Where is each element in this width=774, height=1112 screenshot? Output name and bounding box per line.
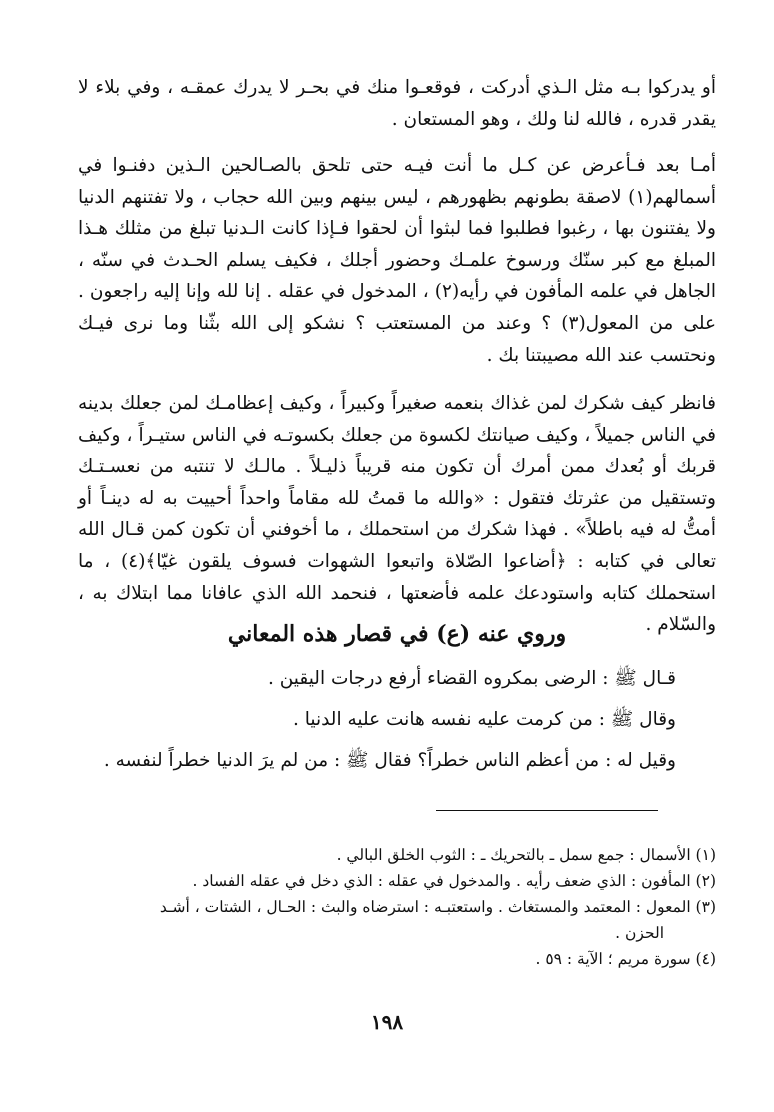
paragraph-3-text: فانظر كيف شكرك لمن غذاك بنعمه صغيراً وكبيراً ، وكيف إعظامـك لمن جعلك بدينه في الناس جميلاً ، وكيف صيانتك لكسوة من جعلك بكسوتـه في الناس ستيـراً ، وكيف قربك أو بُعدك ممن أمرك أن تكون منه قريباً ذليـلاً . مالـك لا تنتبه من نعسـتـك وتستقيل من عثرتك فتقول : «والله ما قمتُ لله مقاماً واحداً أحييت به له دينـاً أو أمتُّ له فيه باطلاً» . فهذا شكرك من استحملك ، ما أخوفني أن تكون كمن قـال الله تعالى في كتابه : ﴿أضاعوا الصّلاة واتبعوا الشهوات فسوف يلقون غيّا﴾(٤) ، ما استحملك كتابه واستودعك علمه فأضعتها ، فنحمد الله الذي عافانا مما ابتلاك به ، والسّلام . (78, 393, 717, 636)
footnote-divider (436, 810, 658, 811)
footnote-2: (٢) المأفون : الذي ضعف رأيه . والمدخول في عقله : الذي دخل في عقله الفساد . (192, 872, 716, 890)
paragraph-3 (78, 388, 716, 641)
footnote-3-continuation: الحزن . (615, 924, 664, 942)
footnote-4: (٤) سورة مريم ؛ الآية : ٥٩ . (535, 950, 716, 968)
saying-3: وقيل له : من أعظم الناس خطراً؟ فقال ﷺ : من لم يرَ الدنيا خطراً لنفسه . (103, 750, 676, 771)
footnotes (78, 842, 716, 972)
paragraph-1 (78, 72, 716, 135)
page-number: ١٩٨ (370, 1010, 404, 1034)
section-heading: وروي عنه (ع) في قصار هذه المعاني (227, 621, 567, 647)
paragraph-2-text: أمـا بعد فـأعرض عن كـل ما أنت فيـه حتى تلحق بالصـالحين الـذين دفنـوا في أسمالهم(١) لاصقة بطونهم بظهورهم ، ليس بينهم وبين الله حجاب ، ولا تفتنهم الدنيا ولا يفتنون بها ، رغبوا فطلبوا فما لبثوا أن لحقوا فـإذا كانت الـدنيا تبلغ من مثلك هـذا المبلغ مع كبر سنّك ورسوخ علمـك وحضور أجلك ، فكيف يسلم الحـدث في سنّه ، الجاهل في علمه المأفون في رأيه(٢) ، المدخول في عقله . إنا لله وإنا إليه راجعون . على من المعول(٣) ؟ وعند من المستعتب ؟ نشكو إلى الله بثّنا وما نرى فيـك ونحتسب عند الله مصيبتنا بك . (78, 155, 716, 366)
paragraph-1-text: أو يدركوا بـه مثل الـذي أدركت ، فوقعـوا منك في بحـر لا يدرك عمقـه ، وفي بلاء لا يقدر قدره ، فالله لنا ولك ، وهو المستعان . (78, 77, 716, 130)
saying-1: قـال ﷺ : الرضى بمكروه القضاء أرفع درجات اليقين . (267, 668, 676, 689)
footnote-1: (١) الأسمال : جمع سمل ـ بالتحريك ـ : الثوب الخلق البالي . (336, 846, 716, 864)
paragraph-2 (78, 150, 716, 371)
footnote-3: (٣) المعول : المعتمد والمستغاث . واستعتبـه : استرضاه والبث : الحـال ، الشتات ، أشـد (159, 898, 716, 916)
saying-2: وقال ﷺ : من كرمت عليه نفسه هانت عليه الدنيا . (292, 709, 676, 730)
